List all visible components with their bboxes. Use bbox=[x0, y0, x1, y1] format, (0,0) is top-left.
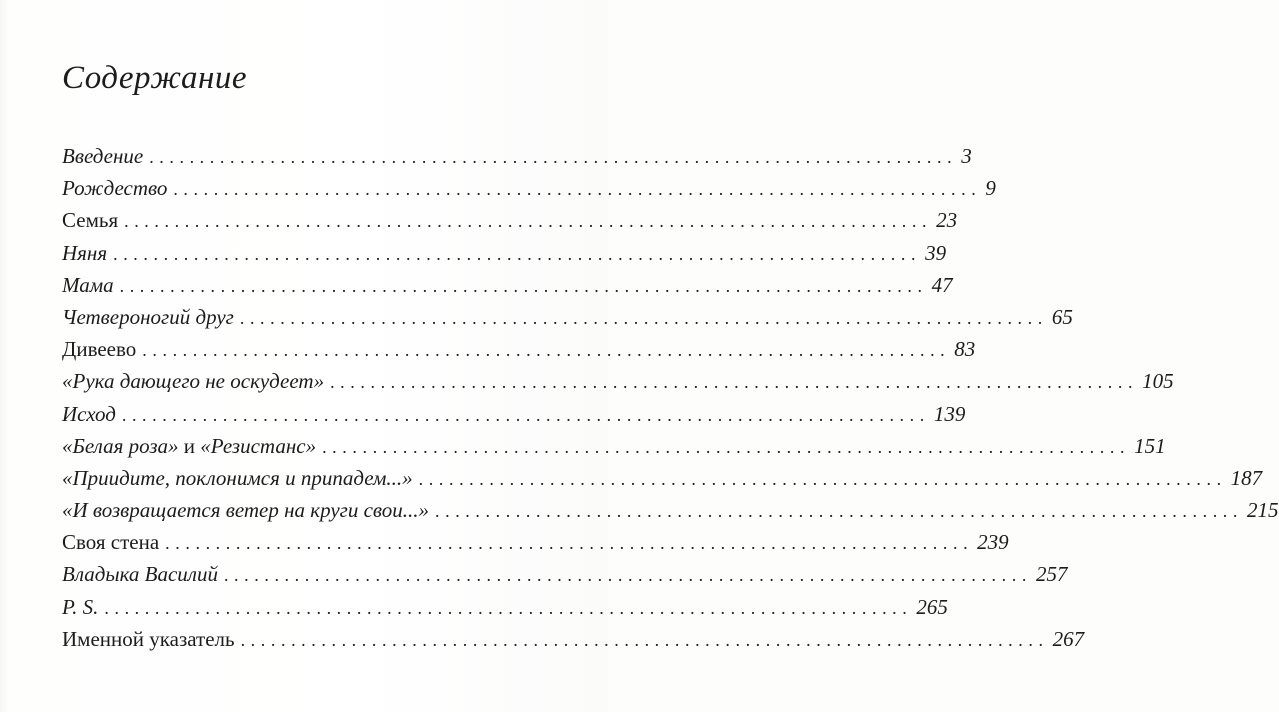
toc-entry bbox=[62, 365, 1174, 397]
toc-entry-title bbox=[62, 301, 240, 333]
toc-entry bbox=[62, 430, 1166, 462]
toc-entry bbox=[62, 494, 1279, 526]
toc-page-number: 47 bbox=[931, 272, 953, 297]
toc-page-number: 105 bbox=[1142, 369, 1174, 394]
toc-entry-title bbox=[62, 462, 419, 494]
toc-entry-title-part: P. S. bbox=[62, 594, 99, 619]
toc-entry-title-part: «И возвращается ветер на круги свои...» bbox=[62, 498, 429, 523]
toc-entry-title-part: Владыка Василий bbox=[62, 562, 218, 587]
page-title: Содержание bbox=[62, 60, 248, 96]
toc-entry-title bbox=[62, 591, 104, 623]
toc-entry-title bbox=[62, 398, 122, 430]
toc-entry-title-part: Своя стена bbox=[62, 530, 160, 555]
toc-entry-title bbox=[62, 333, 142, 365]
toc-page-number: 9 bbox=[985, 176, 996, 201]
toc-entry-title bbox=[62, 430, 322, 462]
toc-entry-title-part: Четвероногий друг bbox=[62, 304, 234, 329]
toc-dot-leader: ................................................................................ bbox=[104, 597, 913, 618]
toc-dot-leader: ................................................................................ bbox=[223, 565, 1032, 586]
toc-entry-title bbox=[62, 526, 165, 558]
toc-dot-leader: ................................................................................ bbox=[322, 436, 1131, 457]
toc-entry-title-part: Семья bbox=[62, 208, 119, 233]
toc-entry bbox=[62, 269, 953, 301]
toc-entry-title bbox=[62, 269, 120, 301]
toc-entry bbox=[62, 462, 1263, 494]
toc-entry-title-part: Мама bbox=[62, 272, 114, 297]
toc-page-number: 65 bbox=[1051, 304, 1073, 329]
toc-entry-title-part: «Белая роза» bbox=[62, 433, 179, 458]
toc-dot-leader: ................................................................................ bbox=[240, 629, 1049, 650]
toc-page-number: 257 bbox=[1035, 562, 1068, 587]
toc-entry bbox=[62, 623, 1085, 655]
toc-page-number: 151 bbox=[1134, 433, 1166, 458]
toc-entry bbox=[62, 140, 972, 172]
toc-page-number: 139 bbox=[933, 401, 966, 426]
toc-entry-title-part: Введение bbox=[62, 144, 144, 168]
toc-page-number: 215 bbox=[1247, 498, 1279, 523]
toc-dot-leader: ................................................................................ bbox=[165, 533, 974, 554]
toc-page-number: 265 bbox=[916, 594, 948, 619]
toc-dot-leader: ................................................................................ bbox=[239, 307, 1048, 328]
toc-entry-title-part: и bbox=[178, 433, 201, 458]
toc-entry-title bbox=[62, 172, 173, 204]
toc-page-number: 3 bbox=[961, 144, 972, 168]
toc-dot-leader: ................................................................................ bbox=[149, 147, 958, 167]
toc-page-number: 267 bbox=[1052, 626, 1085, 651]
toc-dot-leader: ................................................................................ bbox=[124, 211, 933, 232]
toc-page-number: 83 bbox=[954, 337, 976, 362]
toc-entry-title-part: «Приидите, поклонимся и припадем...» bbox=[62, 465, 413, 490]
toc-entry bbox=[62, 333, 976, 365]
toc-dot-leader: ................................................................................ bbox=[330, 372, 1139, 393]
toc-entry-title bbox=[62, 623, 241, 655]
toc-entry-title bbox=[62, 140, 149, 172]
toc-dot-leader: ................................................................................ bbox=[435, 501, 1243, 522]
toc-dot-leader: ................................................................................ bbox=[113, 243, 922, 264]
toc-entry bbox=[62, 301, 1073, 333]
toc-entry-title-part: «Рука дающего не оскудеет» bbox=[62, 369, 325, 394]
toc-page-number: 187 bbox=[1230, 465, 1263, 490]
toc-page-number: 39 bbox=[925, 240, 947, 265]
toc-entry-title bbox=[62, 494, 435, 526]
toc-entry-title bbox=[62, 365, 330, 397]
toc-entry bbox=[62, 398, 966, 430]
toc-page-number: 239 bbox=[977, 530, 1009, 555]
toc-entry bbox=[62, 237, 947, 269]
toc-entry bbox=[62, 172, 996, 204]
toc-dot-leader: ................................................................................ bbox=[142, 340, 951, 361]
toc-dot-leader: ................................................................................ bbox=[418, 468, 1227, 489]
toc-entry bbox=[62, 591, 948, 623]
toc-entry-title-part: Исход bbox=[62, 401, 116, 426]
toc-dot-leader: ................................................................................ bbox=[121, 404, 930, 425]
toc-entry-title-part: Именной указатель bbox=[62, 626, 235, 651]
toc-dot-leader: ................................................................................ bbox=[173, 179, 982, 200]
toc-entry bbox=[62, 204, 958, 236]
toc-entry bbox=[62, 558, 1068, 590]
toc-entry-title-part: Няня bbox=[62, 240, 108, 265]
toc-entry-title bbox=[62, 204, 124, 236]
toc-entry-title-part: «Резистанс» bbox=[200, 433, 317, 458]
toc-entry-title-part: Рождество bbox=[62, 176, 168, 201]
table-of-contents bbox=[62, 140, 1279, 655]
toc-dot-leader: ................................................................................ bbox=[119, 275, 928, 296]
toc-entry-title bbox=[62, 558, 224, 590]
toc-entry bbox=[62, 526, 1009, 558]
toc-page-number: 23 bbox=[936, 208, 958, 233]
toc-entry-title-part: Дивеево bbox=[62, 337, 137, 362]
toc-entry-title bbox=[62, 237, 113, 269]
